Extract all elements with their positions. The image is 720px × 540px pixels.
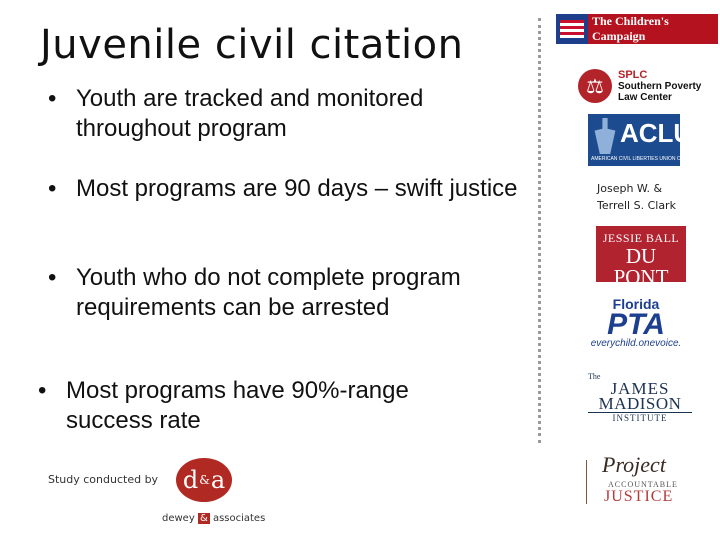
bullet-text: Most programs are 90 days – swift justice (76, 175, 518, 202)
individual-sponsors (597, 180, 676, 214)
bullet-text: Youth are tracked and monitored throughout program (76, 85, 424, 142)
project-accountable-justice-logo (586, 452, 676, 508)
pta-tagline: everychild.onevoice. (590, 338, 682, 349)
bullet-item (48, 174, 528, 204)
statue-of-liberty-icon (592, 118, 618, 154)
aclu-short: ACLU (620, 118, 693, 148)
jm-line2: MADISON (598, 394, 682, 413)
pta-line2: PTA (607, 308, 665, 341)
bullet-marker: • (48, 175, 57, 202)
dupont-line3: FUND (628, 288, 654, 298)
paj-line1: Project (602, 452, 666, 477)
paj-line3: JUSTICE (604, 488, 674, 505)
jm-the: The (588, 372, 601, 381)
flag-icon (556, 14, 588, 44)
bullet-item (48, 263, 468, 323)
james-madison-institute-logo (588, 372, 692, 422)
logo-letter: d (182, 466, 199, 494)
florida-pta-logo (586, 296, 686, 356)
paj-line2: ACCOUNTABLE (608, 480, 678, 489)
jm-line1: JAMES (610, 379, 670, 398)
sponsor-name-line2: Terrell S. Clark (597, 199, 676, 212)
study-caption: Study conducted by (48, 473, 159, 486)
sponsor-name-line1: Joseph W. & (597, 182, 663, 195)
dupont-fund-logo (596, 226, 686, 298)
bullet-text: Youth who do not complete program requirements can be arrested (76, 264, 461, 321)
jm-line3: INSTITUTE (588, 412, 692, 423)
dewey-associates-logo (176, 458, 232, 502)
childrens-campaign-logo (556, 14, 718, 44)
logo-ampersand: & (199, 473, 210, 487)
bullet-item (48, 84, 518, 144)
splc-short: SPLC (618, 68, 648, 81)
scales-icon (586, 460, 603, 504)
dewey-associates-caption: dewey & associates (162, 513, 266, 524)
logo-letter: a (210, 466, 226, 494)
pta-line1: Florida (612, 296, 660, 312)
bullet-marker: • (48, 264, 57, 291)
bullet-text: Most programs have 90%-range success rate (66, 377, 409, 434)
dupont-line2: DU PONT (613, 244, 669, 289)
childrens-campaign-name: The Children's Campaign (588, 14, 718, 44)
scales-icon: ⚖ (578, 69, 612, 103)
dupont-line1: JESSIE BALL (602, 231, 680, 245)
column-divider (538, 18, 541, 443)
splc-line2: Law Center (618, 91, 672, 103)
bullet-marker: • (38, 377, 47, 404)
splc-logo (578, 66, 708, 106)
bullet-marker: • (48, 85, 57, 112)
slide-title: Juvenile civil citation (40, 22, 464, 68)
aclu-logo (588, 114, 707, 166)
aclu-subtitle: AMERICAN CIVIL LIBERTIES UNION OF FLORIDA (591, 156, 707, 162)
bullet-item (38, 376, 488, 436)
splc-line1: Southern Poverty (618, 80, 702, 92)
